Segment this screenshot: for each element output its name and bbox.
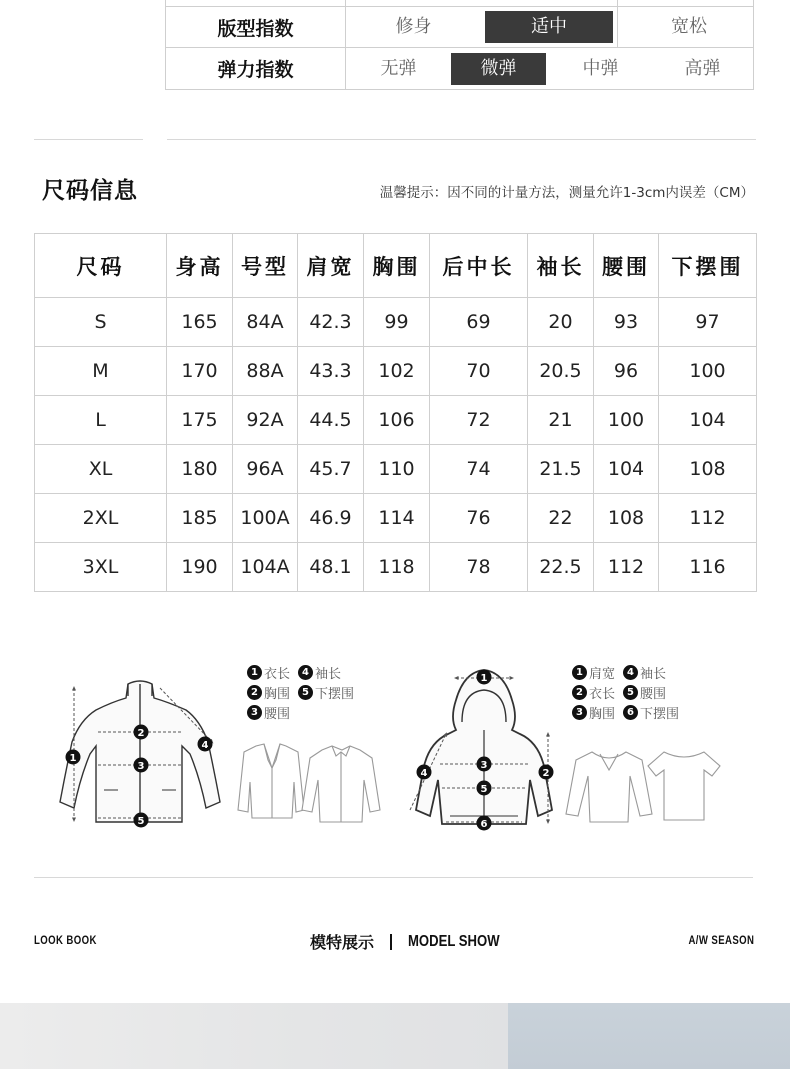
section-title: 尺码信息: [42, 178, 138, 204]
table-cell: 185: [167, 494, 233, 543]
legend-label: 胸围: [589, 707, 616, 722]
table-row: [35, 445, 757, 494]
table-cell: 104: [594, 445, 659, 494]
table-row: [35, 543, 757, 592]
marker-label: 5: [480, 784, 488, 795]
table-cell: 21: [528, 396, 594, 445]
table-cell: 112: [594, 543, 659, 592]
marker-label: 5: [137, 816, 145, 827]
column-header: 身高: [167, 234, 233, 298]
table-cell: 42.3: [298, 298, 364, 347]
column-header: 胸围: [364, 234, 430, 298]
legend-bullet: 4: [623, 665, 638, 680]
hoodie-illustration: [416, 670, 552, 824]
legend-item: [623, 703, 679, 722]
column-header: 号型: [233, 234, 298, 298]
table-row: [35, 298, 757, 347]
fit-option: 宽松: [671, 16, 707, 37]
table-cell: 112: [659, 494, 757, 543]
table-cell: 22.5: [528, 543, 594, 592]
table-cell: 108: [594, 494, 659, 543]
table-cell: 114: [364, 494, 430, 543]
fit-options: [346, 7, 753, 47]
legend-item: [572, 663, 615, 682]
legend-item: [247, 663, 290, 682]
table-cell: 45.7: [298, 445, 364, 494]
table-cell: 72: [430, 396, 528, 445]
table-cell: L: [35, 396, 167, 445]
table-cell: 20: [528, 298, 594, 347]
size-table: [34, 233, 757, 592]
column-header: 后中长: [430, 234, 528, 298]
table-cell: 165: [167, 298, 233, 347]
model-photo-right: [508, 1003, 790, 1069]
legend-item: [298, 663, 341, 682]
fit-options: [346, 48, 753, 89]
garment-illustrations: [0, 650, 790, 850]
table-cell: 96A: [233, 445, 298, 494]
fit-option: 高弹: [684, 57, 721, 79]
legend-label: 下摆围: [640, 707, 680, 722]
legend-item: [623, 663, 666, 682]
legend-label: 腰围: [264, 707, 291, 722]
legend-bullet: 6: [623, 705, 638, 720]
table-row: [35, 494, 757, 543]
title-separator: [390, 934, 392, 950]
legend-bullet: 2: [572, 685, 587, 700]
table-cell: 180: [167, 445, 233, 494]
divider: [34, 877, 753, 878]
table-cell: 100A: [233, 494, 298, 543]
legend-item: [298, 683, 354, 702]
legend-label: 袖长: [640, 667, 667, 682]
column-header: 袖长: [528, 234, 594, 298]
legend-label: 胸围: [264, 687, 291, 702]
table-cell: 104: [659, 396, 757, 445]
table-cell: 46.9: [298, 494, 364, 543]
divider: [617, 7, 618, 47]
legend-item: [247, 703, 290, 722]
table-cell: 20.5: [528, 347, 594, 396]
jacket-illustration: [60, 681, 220, 822]
tshirt-icon: [648, 752, 720, 820]
marker-label: 1: [69, 753, 77, 764]
marker-label: 4: [201, 740, 209, 751]
model-show-title: [310, 930, 520, 953]
table-cell: 190: [167, 543, 233, 592]
marker-label: 3: [137, 761, 145, 772]
longsleeve-icon: [566, 752, 652, 822]
table-cell: 104A: [233, 543, 298, 592]
column-header: 腰围: [594, 234, 659, 298]
fit-option: 中弹: [582, 57, 619, 79]
marker-label: 2: [137, 728, 145, 739]
legend-label: 腰围: [640, 687, 667, 702]
table-cell: S: [35, 298, 167, 347]
legend-label: 衣长: [589, 687, 616, 702]
legend-label: 下摆围: [315, 687, 355, 702]
legend-bullet: 5: [298, 685, 313, 700]
table-cell: 96: [594, 347, 659, 396]
table-cell: 99: [364, 298, 430, 347]
fit-row-cut: [166, 6, 753, 48]
legend-bullet: 4: [298, 665, 313, 680]
lookbook-label: LOOK BOOK: [34, 933, 97, 947]
season-label: A/W SEASON: [688, 933, 754, 947]
legend-label: 衣长: [264, 667, 291, 682]
measurement-guide: [0, 650, 790, 850]
legend-bullet: 3: [572, 705, 587, 720]
legend-label: 袖长: [315, 667, 342, 682]
column-header: 下摆围: [659, 234, 757, 298]
table-cell: 48.1: [298, 543, 364, 592]
table-cell: 2XL: [35, 494, 167, 543]
table-cell: 44.5: [298, 396, 364, 445]
fit-option-selected: 适中: [485, 11, 613, 43]
column-header: 肩宽: [298, 234, 364, 298]
fit-index-table: [165, 0, 754, 90]
divider: [34, 139, 143, 140]
fit-option-selected: 微弹: [451, 53, 546, 85]
column-header: 尺码: [35, 234, 167, 298]
model-show-en: MODEL SHOW: [408, 932, 500, 950]
shirt-icon: [302, 746, 380, 822]
table-cell: 84A: [233, 298, 298, 347]
table-cell: 78: [430, 543, 528, 592]
table-cell: 170: [167, 347, 233, 396]
fit-option: 无弹: [380, 57, 417, 79]
table-cell: 3XL: [35, 543, 167, 592]
table-cell: 88A: [233, 347, 298, 396]
fit-option: 修身: [395, 16, 432, 37]
table-cell: 106: [364, 396, 430, 445]
table-cell: 22: [528, 494, 594, 543]
measurement-note: 温馨提示：因不同的计量方法，测量允许1-3cm内误差（CM）: [379, 185, 754, 201]
table-cell: 100: [659, 347, 757, 396]
table-cell: M: [35, 347, 167, 396]
fit-row-label: 弹力指数: [166, 48, 346, 89]
divider: [167, 139, 756, 140]
table-cell: 93: [594, 298, 659, 347]
table-cell: 70: [430, 347, 528, 396]
legend-item: [572, 703, 615, 722]
table-cell: 108: [659, 445, 757, 494]
table-row: [35, 396, 757, 445]
legend-bullet: 2: [247, 685, 262, 700]
legend-bullet: 1: [247, 665, 262, 680]
legend-bullet: 3: [247, 705, 262, 720]
size-table-header: [35, 234, 757, 298]
table-cell: XL: [35, 445, 167, 494]
table-cell: 69: [430, 298, 528, 347]
legend-item: [623, 683, 666, 702]
table-cell: 102: [364, 347, 430, 396]
legend-bullet: 5: [623, 685, 638, 700]
legend-item: [247, 683, 290, 702]
legend-item: [572, 683, 615, 702]
legend-bullet: 1: [572, 665, 587, 680]
model-show-cn: 模特展示: [310, 933, 375, 952]
table-row: [35, 347, 757, 396]
model-photo-left: [0, 1003, 508, 1069]
marker-label: 2: [542, 768, 550, 779]
table-cell: 21.5: [528, 445, 594, 494]
table-cell: 116: [659, 543, 757, 592]
table-cell: 175: [167, 396, 233, 445]
table-cell: 43.3: [298, 347, 364, 396]
table-cell: 92A: [233, 396, 298, 445]
table-cell: 76: [430, 494, 528, 543]
fit-row-label: 版型指数: [166, 7, 346, 47]
blazer-icon: [238, 744, 304, 818]
table-cell: 97: [659, 298, 757, 347]
marker-label: 1: [480, 673, 488, 684]
table-cell: 118: [364, 543, 430, 592]
table-cell: 74: [430, 445, 528, 494]
fit-row-stretch: [166, 48, 753, 89]
marker-label: 6: [480, 819, 488, 830]
table-cell: 100: [594, 396, 659, 445]
marker-label: 4: [420, 768, 428, 779]
marker-label: 3: [480, 760, 488, 771]
table-cell: 110: [364, 445, 430, 494]
legend-label: 肩宽: [589, 667, 616, 682]
